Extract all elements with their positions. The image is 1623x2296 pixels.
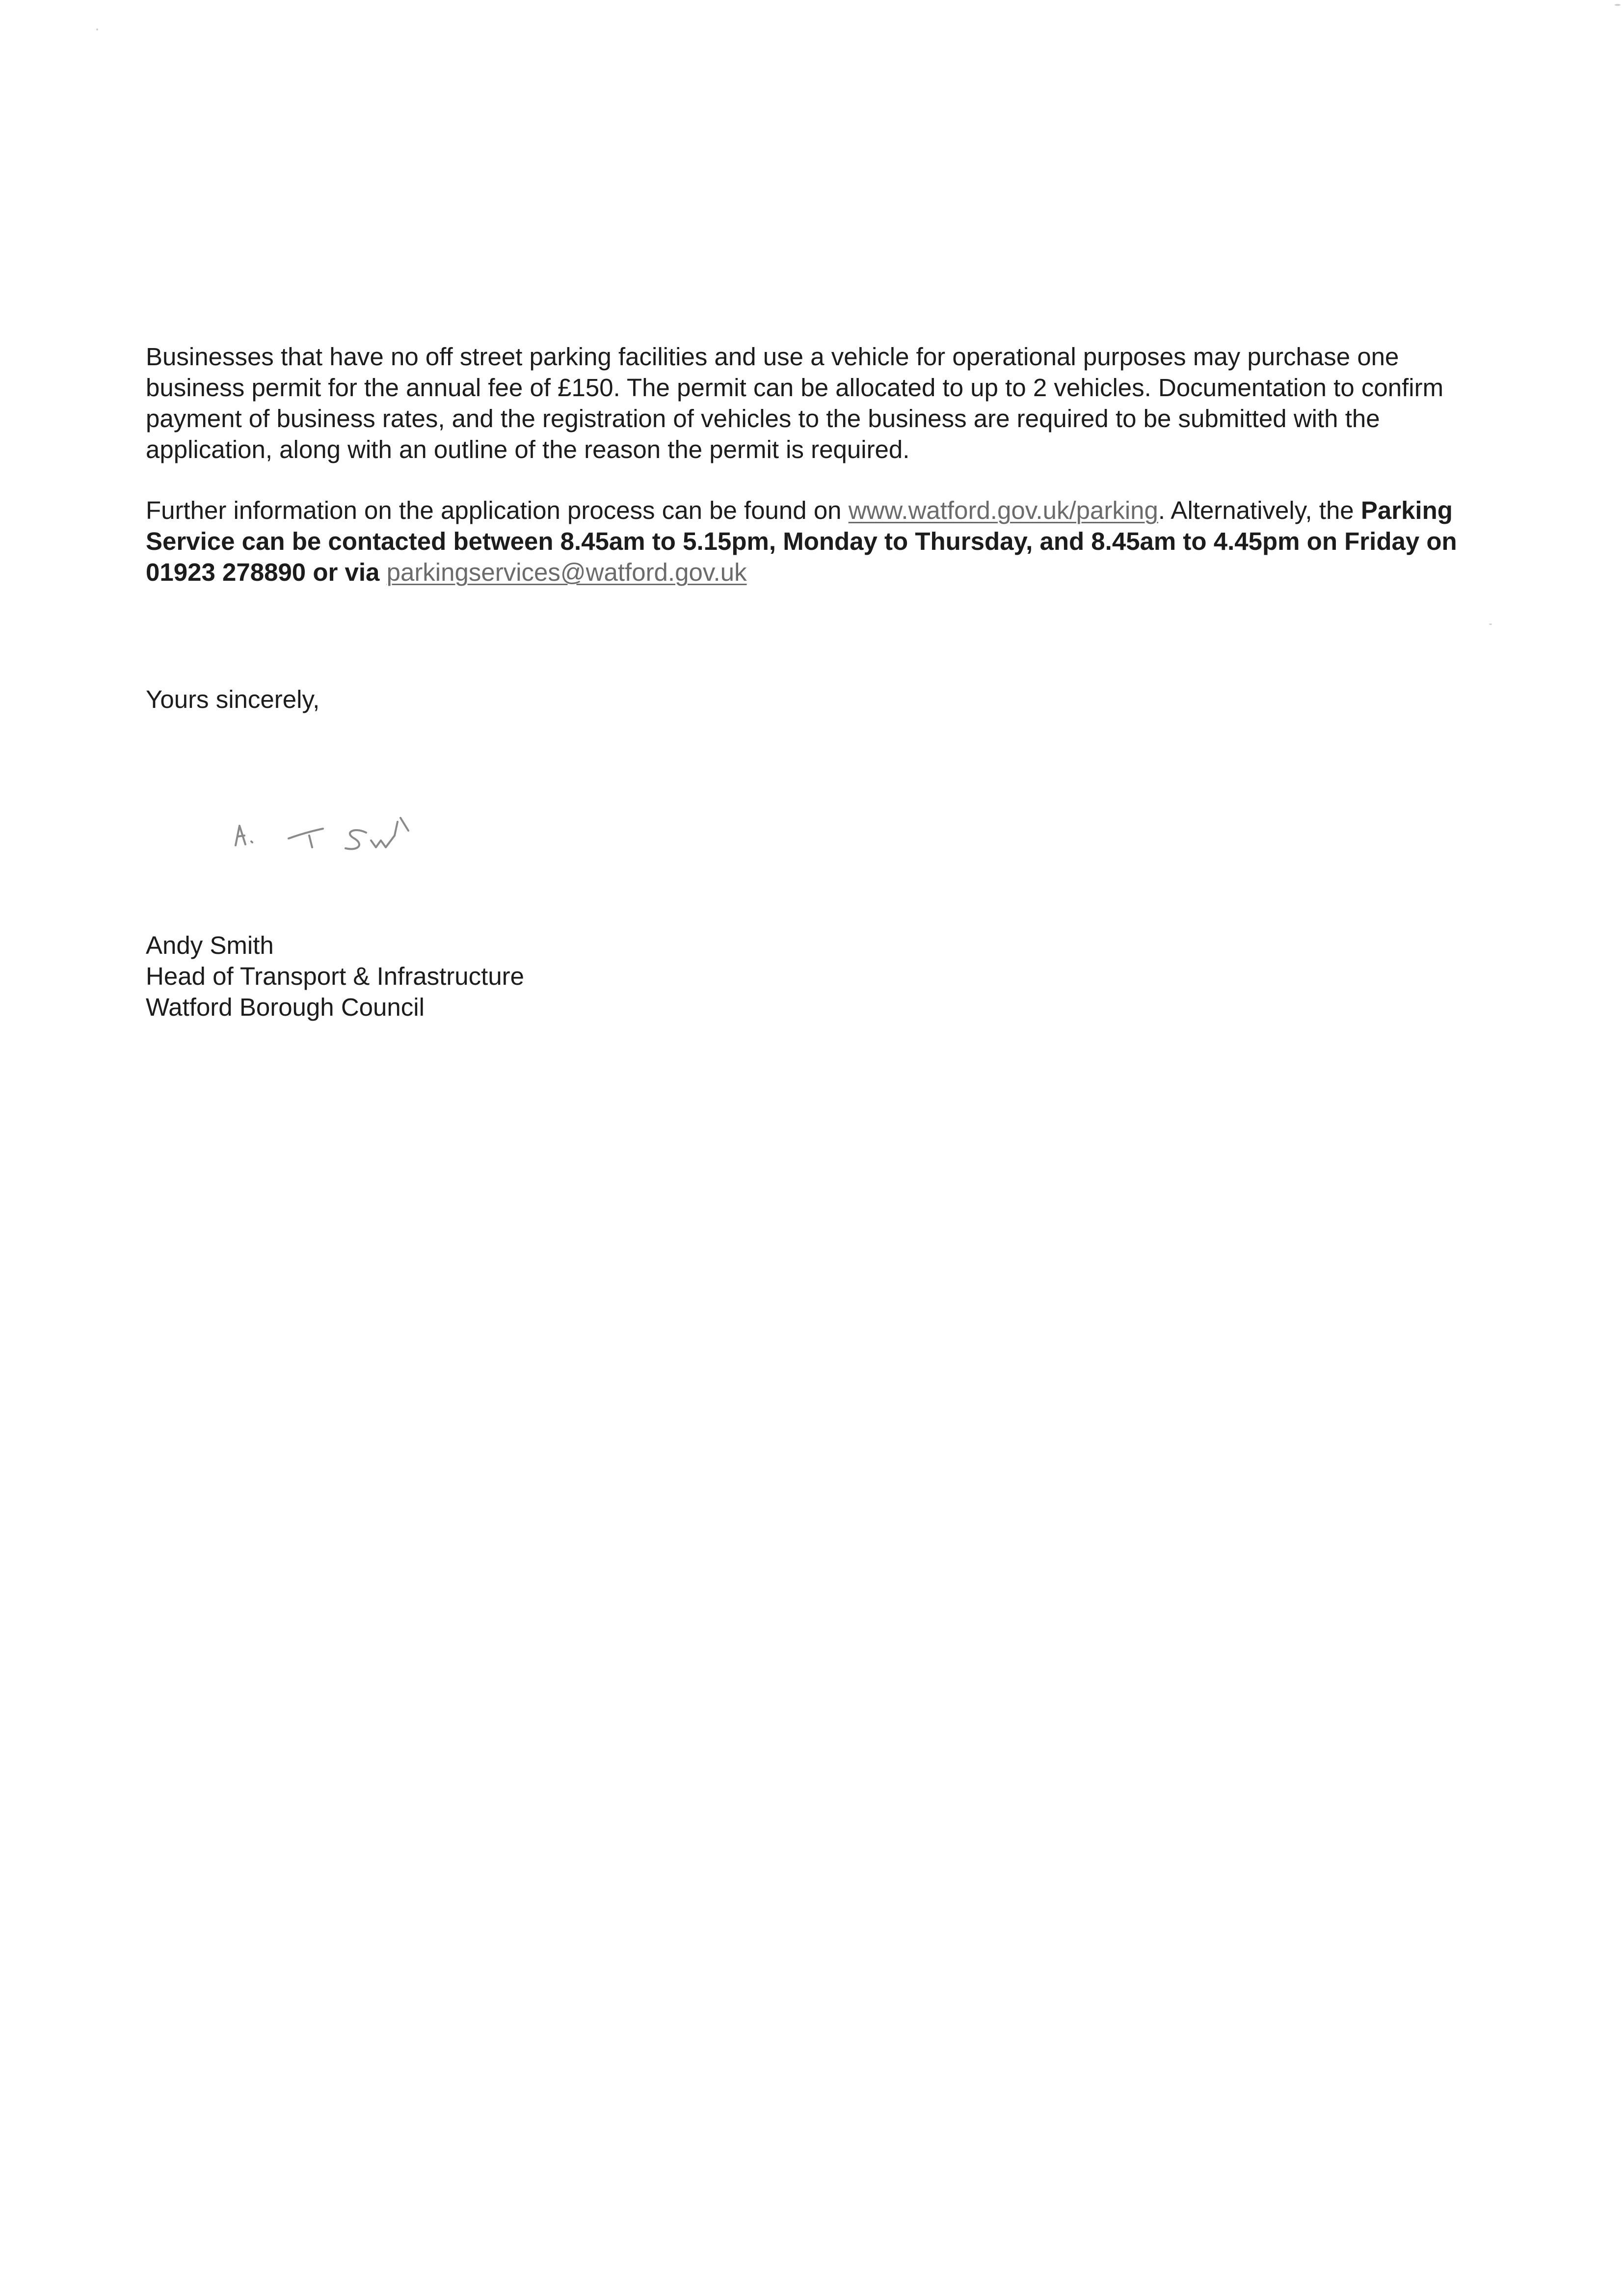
scan-speck [1489,623,1492,625]
signatory-title: Head of Transport & Infrastructure [146,962,525,990]
signatory-organisation: Watford Borough Council [146,993,425,1021]
letter-body [146,341,1500,618]
scan-speck [1615,4,1621,6]
signatory-name: Andy Smith [146,931,274,959]
signature-block [146,930,524,1023]
further-info-intro: Further information on the application process can be found on [146,496,849,524]
business-permit-paragraph [146,341,1500,465]
business-permit-text: Businesses that have no off street parking facilities and use a vehicle for operational purposes may purchase one business permit for the annual fee of £150. The permit can be allocated to up to 2 vehicles. Documentation to confirm payment of business rates, and the registration of vehicles to the business are required to be submitted with the application, along with an outline of the reason the permit is required. [146,343,1444,463]
contact-hours-text: Parking Service can be contacted between 8.45am to 5.15pm, Monday to Thursday, and 8.45am to 4.45pm on Friday on 01923 278890 or via [146,496,1457,586]
closing-salutation: Yours sincerely, [146,685,320,713]
further-information-paragraph [146,495,1500,588]
handwritten-signature [226,800,481,859]
parking-website-link[interactable]: www.watford.gov.uk/parking [848,496,1158,524]
scan-speck [96,28,98,30]
parking-email-link[interactable]: parkingservices@watford.gov.uk [386,558,747,586]
email-spacer [379,558,386,586]
alternatively-text: . Alternatively, the [1158,496,1361,524]
